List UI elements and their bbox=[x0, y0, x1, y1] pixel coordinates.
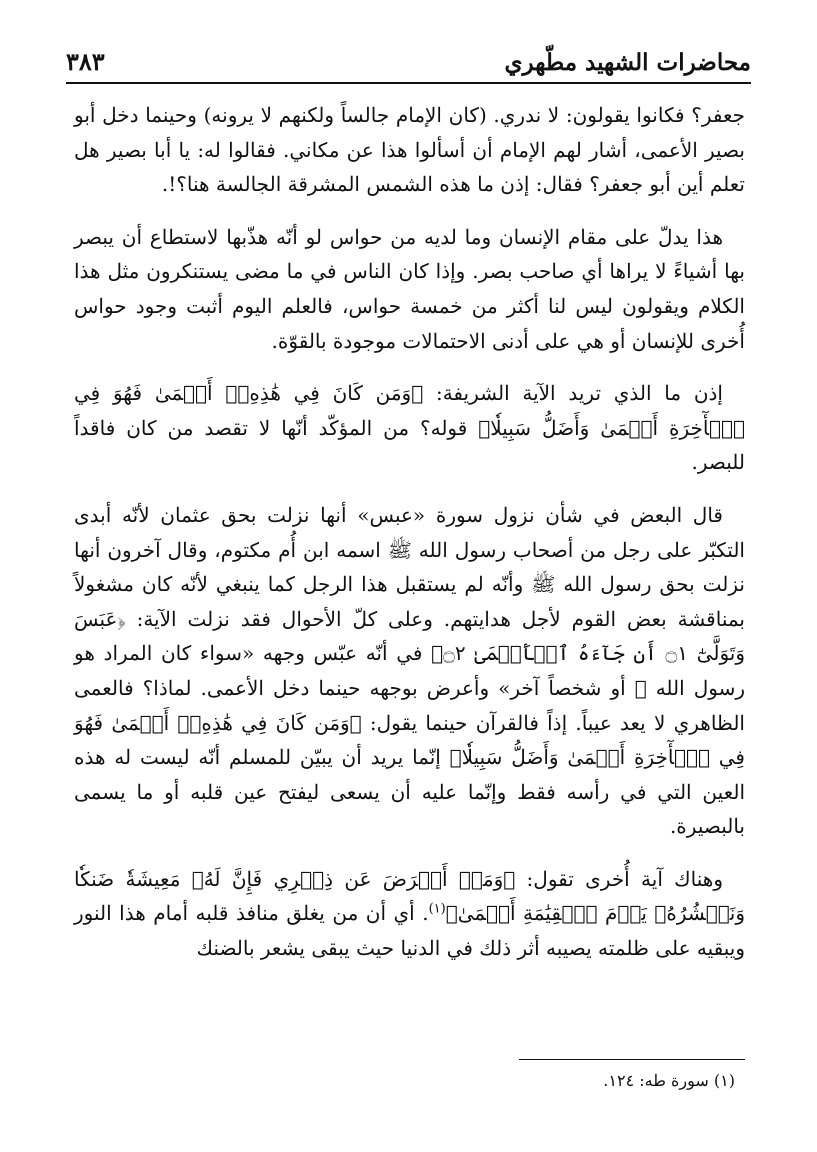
paragraph-2: هذا يدلّ على مقام الإنسان وما لديه من حواس لو أنّه هذّبها لاستطاع أن يبصر بها أشياءً لا يراها أي صاحب بصر. وإذا كان الناس في ما مضى يستنكرون مثل هذا الكلام ويقولون ليس لنا أكثر من خمسة حواس، فالعلم اليوم أثبت وجود حواس أُخرى للإنسان أو هي على أدنى الاحتمالات موجودة بالقوّة. bbox=[74, 224, 745, 353]
book-title: محاضرات الشهيد مطّهري bbox=[504, 49, 751, 76]
footnote: (١) سورة طه: ١٢٤. bbox=[603, 1071, 735, 1090]
paragraph-4: قال البعض في شأن نزول سورة «عبس» أنها نزلت بحق عثمان لأنّه أبدى التكبّر على رجل من أصحاب رسول الله ﷺ اسمه ابن أُم مكتوم، وقال آخرون أنها نزلت بحق رسول الله ﷺ وأنّه لم يستقبل هذا الرجل كما ينبغي لأنّه كان مشغولاً بمناقشة بعض القوم لأجل هدايتهم. وعلى كلّ الأحوال فقد نزلت الآية: ﴿عَبَسَ وَتَوَلَّىٰٓ ۝١ أَن جَآءَهُ ٱلۡأَعۡمَىٰ ۝٢﴾ في أنّه عبّس وجهه «سواء كان المراد هو رسول الله ﷺ أو شخصاً آخر» وأعرض بوجهه حينما دخل الأعمى. لماذا؟ فالعمى الظاهري لا يعد عيباً. إذاً فالقرآن حينما يقول: ﴿وَمَن كَانَ فِي هَٰذِهِۦٓ أَعۡمَىٰ فَهُوَ فِي ٱلۡأٓخِرَةِ أَعۡمَىٰ وَأَضَلُّ سَبِيلٗا﴾ إنّما يريد أن يبيّن للمسلم أنّه ليست له هذه العين التي في رأسه فقط وإنّما عليه أن يسعى ليفتح عين قلبه أو ما يسمى بالبصيرة. bbox=[74, 502, 746, 839]
page-body bbox=[74, 98, 745, 984]
paragraph-3: إذن ما الذي تريد الآية الشريفة: ﴿وَمَن كَانَ فِي هَٰذِهِۦٓ أَعۡمَىٰ فَهُوَ فِي ٱلۡأٓخِرَةِ أَعۡمَىٰ وَأَضَلُّ سَبِيلٗا﴾ قوله؟ من المؤكّد أنّها لا تقصد من كان فاقداً للبصر. bbox=[74, 381, 745, 475]
paragraph-5 bbox=[74, 862, 745, 966]
footnote-divider bbox=[519, 1059, 745, 1060]
paragraph-1: جعفر؟ فكانوا يقولون: لا ندري. (كان الإمام جالساً ولكنهم لا يرونه) وحينما دخل أبو بصير الأعمى، أشار لهم الإمام أن أسألوا هذا عن مكاني. فقالوا له: يا أبا بصير هل تعلم أين أبو جعفر؟ فقال: إذن ما هذه الشمس المشرقة الجالسة هنا؟!. bbox=[74, 103, 745, 197]
paragraph-5-end: . أي أن من يغلق منافذ قلبه أمام هذا النور ويبقيه على ظلمته يصيبه أثر ذلك في الدنيا حيث يبقى يشعر بالضنك bbox=[74, 901, 745, 961]
page-number: ٣٨٣ bbox=[66, 47, 105, 76]
page-header bbox=[66, 28, 751, 84]
footnote-marker: (١) bbox=[428, 901, 446, 917]
paragraph-5-start: وهناك آية أُخرى تقول: ﴿وَمَنۡ أَعۡرَضَ عَن ذِكۡرِي فَإِنَّ لَهُۥ مَعِيشَةٗ ضَنكٗا وَنَحۡشُرُهُۥ يَوۡمَ ٱلۡقِيَٰمَةِ أَعۡمَىٰ﴾ bbox=[74, 866, 745, 926]
